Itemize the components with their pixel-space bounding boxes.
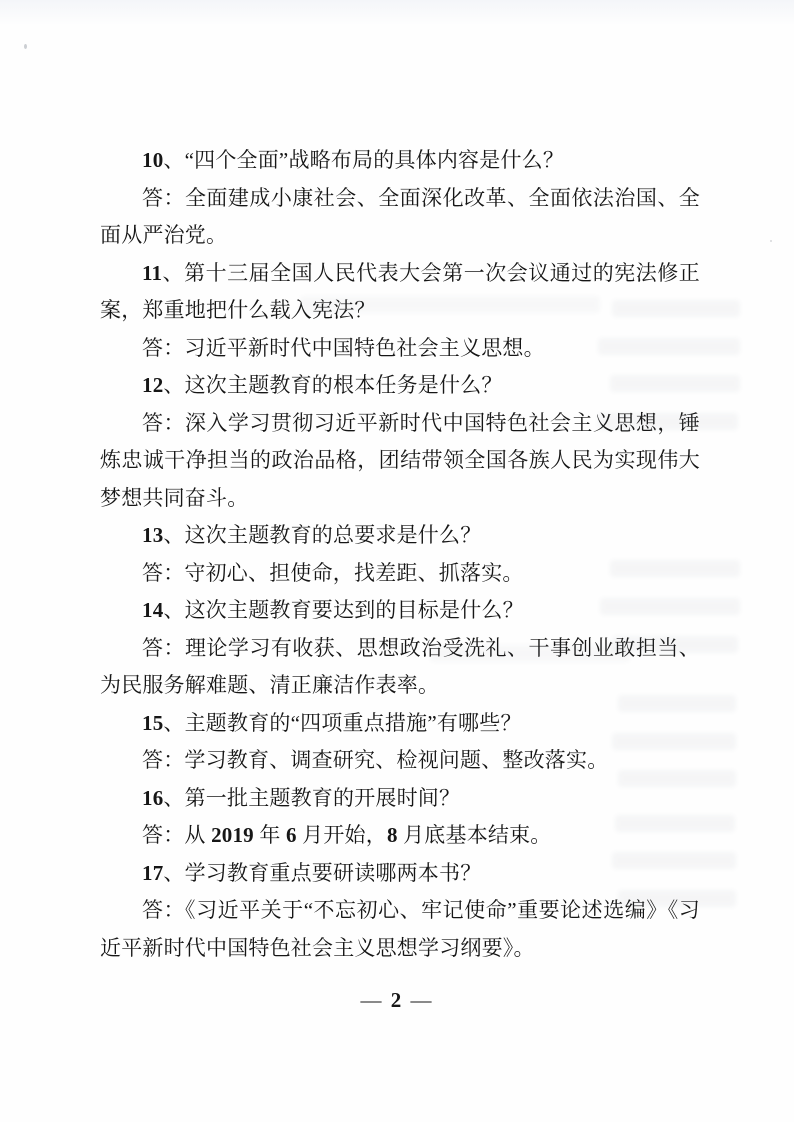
question-text: 第一批主题教育的开展时间？ — [184, 785, 461, 810]
question-text: “四个全面”战略布局的具体内容是什么？ — [184, 148, 565, 172]
answer-paragraph: 答：理论学习有收获、思想政治受洗礼、干事创业敢担当、为民服务解难题、清正廉洁作表率。 — [100, 635, 700, 697]
question-number: 17、 — [142, 860, 185, 885]
document-body — [100, 142, 700, 967]
question-paragraph — [100, 367, 700, 405]
question-paragraph — [100, 255, 700, 330]
answer-paragraph: 答：深入学习贯彻习近平新时代中国特色社会主义思想，锤炼忠诚干净担当的政治品格，团结带领全国各族人民为实现伟大梦想共同奋斗。 — [100, 410, 700, 510]
question-text: 这次主题教育的根本任务是什么？ — [184, 373, 503, 397]
answer-paragraph: 答：守初心、担使命，找差距、抓落实。 — [142, 560, 524, 585]
answer-paragraph: 答：从 2019 年 6 月开始，8 月底基本结束。 — [142, 823, 552, 847]
question-paragraph — [100, 592, 700, 630]
scan-speck — [770, 240, 772, 242]
question-text: 这次主题教育要达到的目标是什么？ — [184, 598, 524, 622]
question-number: 11、 — [142, 260, 185, 285]
question-paragraph — [100, 705, 700, 743]
question-number: 12、 — [142, 373, 185, 397]
question-paragraph — [100, 780, 700, 818]
question-number: 13、 — [142, 523, 185, 547]
question-text: 第十三届全国人民代表大会第一次会议通过的宪法修正案，郑重地把什么载入宪法？ — [100, 260, 700, 322]
question-number: 15、 — [142, 710, 185, 735]
answer-paragraph: 答：全面建成小康社会、全面深化改革、全面依法治国、全面从严治党。 — [100, 185, 700, 247]
question-paragraph — [100, 517, 700, 555]
question-number: 10、 — [142, 148, 185, 172]
question-text: 学习教育重点要研读哪两本书？ — [184, 860, 482, 885]
page-number: — 2 — — [360, 988, 434, 1012]
scan-speck — [24, 44, 27, 49]
question-number: 16、 — [142, 785, 185, 810]
question-number: 14、 — [142, 598, 185, 622]
question-text: 主题教育的“四项重点措施”有哪些？ — [184, 710, 522, 735]
question-text: 这次主题教育的总要求是什么？ — [184, 523, 482, 547]
answer-paragraph: 答：《习近平关于“不忘初心、牢记使命”重要论述选编》《习近平新时代中国特色社会主义思想学习纲要》。 — [100, 898, 700, 960]
question-paragraph — [100, 142, 700, 180]
answer-paragraph: 答：学习教育、调查研究、检视问题、整改落实。 — [142, 748, 609, 772]
answer-paragraph: 答：习近平新时代中国特色社会主义思想。 — [142, 335, 545, 360]
question-paragraph — [100, 855, 700, 893]
